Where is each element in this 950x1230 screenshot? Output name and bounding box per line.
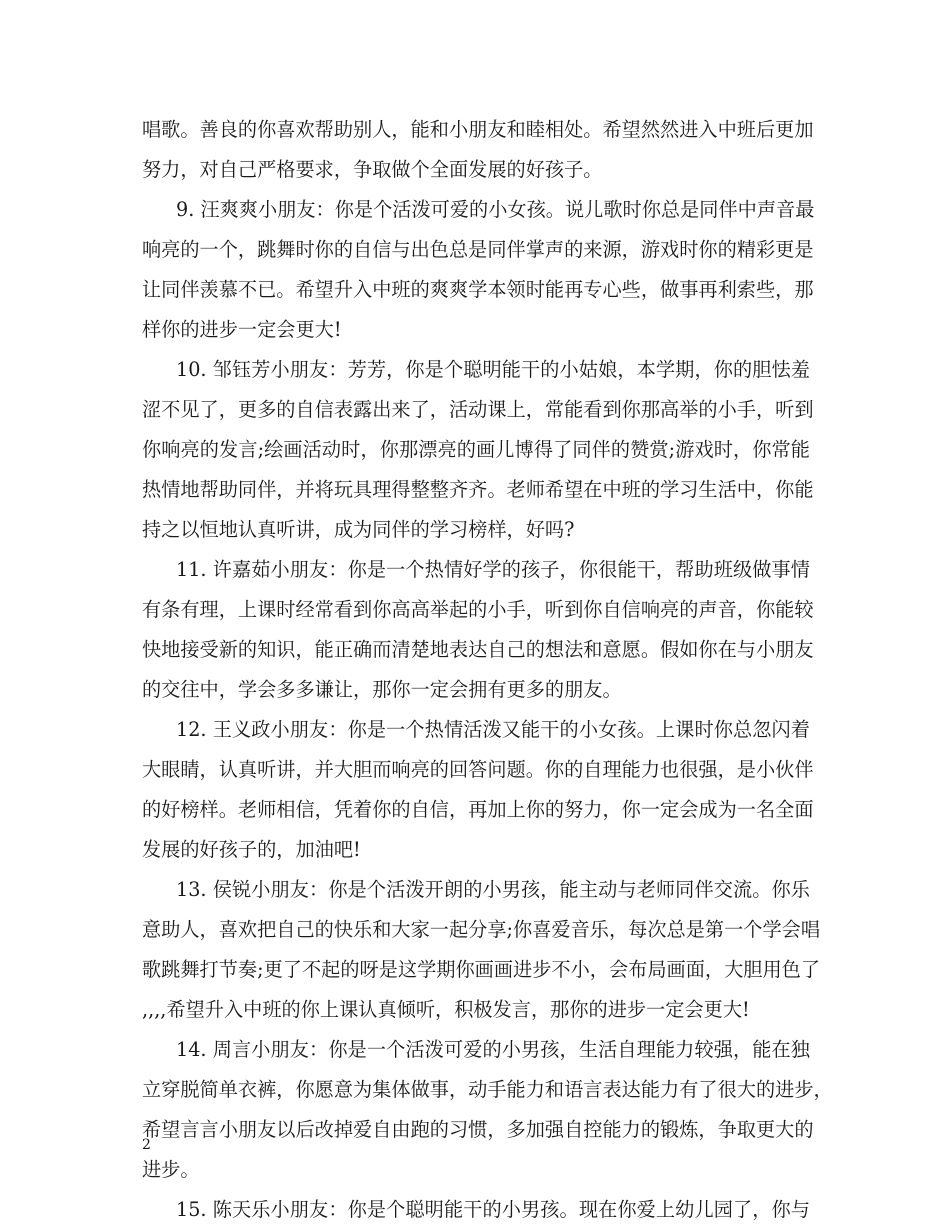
document-body [142,110,833,1230]
text-line: 让同伴羡慕不已。希望升入中班的爽爽学本领时能再专心些，做事再利索些，那 [142,278,814,301]
text-line: 11. 许嘉茹小朋友：你是一个热情好学的孩子，你很能干，帮助班级做事情 [176,558,810,581]
text-line: 的好榜样。老师相信，凭着你的自信，再加上你的努力，你一定会成为一名全面 [142,798,814,821]
text-line: 的交往中，学会多多谦让，那你一定会拥有更多的朋友。 [142,678,622,701]
text-line: 热情地帮助同伴，并将玩具理得整整齐齐。老师希望在中班的学习生活中，你能 [142,478,814,501]
text-line: 10. 邹钰芳小朋友：芳芳，你是个聪明能干的小姑娘，本学期，你的胆怯羞 [176,358,810,381]
text-line: 响亮的一个，跳舞时你的自信与出色总是同伴掌声的来源，游戏时你的精彩更是 [142,238,814,261]
text-line: 歌跳舞打节奏;更了不起的呀是这学期你画画进步不小，会布局画面，大胆用色了 [142,958,821,981]
text-line: 持之以恒地认真听讲，成为同伴的学习榜样，好吗? [142,518,575,541]
text-line: 进步。 [142,1158,200,1181]
text-line: 涩不见了，更多的自信表露出来了，活动课上，常能看到你那高举的小手，听到 [142,398,814,421]
text-line: 14. 周言小朋友：你是一个活泼可爱的小男孩，生活自理能力较强，能在独 [176,1038,810,1061]
text-line: 希望言言小朋友以后改掉爱自由跑的习惯，多加强自控能力的锻炼，争取更大的 [142,1118,814,1141]
text-line: 发展的好孩子的，加油吧! [142,838,361,861]
text-line: 15. 陈天乐小朋友：你是个聪明能干的小男孩。现在你爱上幼儿园了，你与 [176,1198,810,1221]
text-line: 立穿脱简单衣裤，你愿意为集体做事，动手能力和语言表达能力有了很大的进步， [142,1078,833,1101]
text-line: 有条有理，上课时经常看到你高高举起的小手，听到你自信响亮的声音，你能较 [142,598,814,621]
page-number: 2 [142,1137,151,1153]
text-line: 你响亮的发言;绘画活动时，你那漂亮的画儿博得了同伴的赞赏;游戏时，你常能 [142,438,810,461]
text-line: 12. 王义政小朋友：你是一个热情活泼又能干的小女孩。上课时你总忽闪着 [176,718,810,741]
text-line: 13. 侯锐小朋友：你是个活泼开朗的小男孩，能主动与老师同伴交流。你乐 [176,878,810,901]
text-line: 快地接受新的知识，能正确而清楚地表达自己的想法和意愿。假如你在与小朋友 [142,638,814,661]
text-line: 9. 汪爽爽小朋友：你是个活泼可爱的小女孩。说儿歌时你总是同伴中声音最 [176,198,815,221]
text-line: 努力，对自己严格要求，争取做个全面发展的好孩子。 [142,158,603,181]
text-line: 意助人，喜欢把自己的快乐和大家一起分享;你喜爱音乐，每次总是第一个学会唱 [142,918,821,941]
text-line: 大眼睛，认真听讲，并大胆而响亮的回答问题。你的自理能力也很强，是小伙伴 [142,758,814,781]
text-line: 样你的进步一定会更大! [142,318,342,341]
text-line: 唱歌。善良的你喜欢帮助别人，能和小朋友和睦相处。希望然然进入中班后更加 [142,118,814,141]
text-line: ,,,,希望升入中班的你上课认真倾听，积极发言，那你的进步一定会更大! [142,998,750,1021]
